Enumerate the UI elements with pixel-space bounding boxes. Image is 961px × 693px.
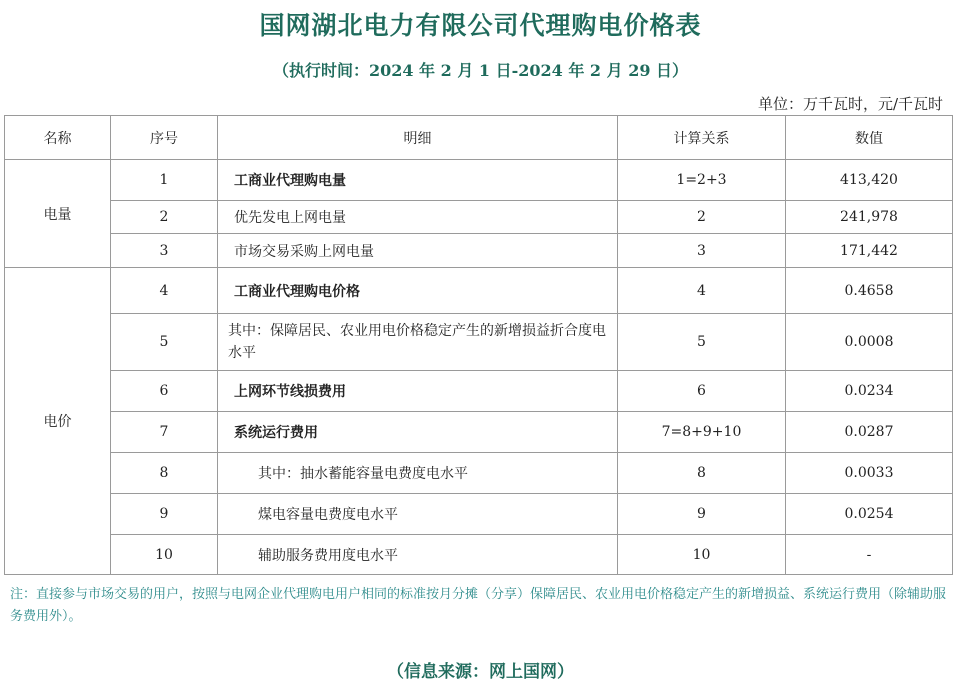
row-value: - <box>786 535 953 575</box>
column-header-no: 序号 <box>111 116 218 160</box>
table-row <box>5 494 953 535</box>
row-detail: 优先发电上网电量 <box>218 201 618 234</box>
table-row <box>5 453 953 494</box>
row-calc: 10 <box>618 535 786 575</box>
row-value: 0.0008 <box>786 314 953 371</box>
row-value: 0.0287 <box>786 412 953 453</box>
table-row <box>5 371 953 412</box>
row-detail: 工商业代理购电价格 <box>218 268 618 314</box>
row-calc: 9 <box>618 494 786 535</box>
row-value: 171,442 <box>786 234 953 268</box>
row-value: 0.0254 <box>786 494 953 535</box>
source-label: （信息来源：网上国网） <box>387 662 574 682</box>
table-row <box>5 160 953 201</box>
group-label-quantity: 电量 <box>5 160 111 268</box>
row-calc: 5 <box>618 314 786 371</box>
unit-label: 单位：万千瓦时，元/千瓦时 <box>757 95 943 113</box>
table-row <box>5 268 953 314</box>
row-detail: 其中：保障居民、农业用电价格稳定产生的新增损益折合度电水平 <box>218 314 618 371</box>
row-detail: 煤电容量电费度电水平 <box>218 494 618 535</box>
row-no: 7 <box>111 412 218 453</box>
table-row <box>5 535 953 575</box>
group-label-price: 电价 <box>5 268 111 575</box>
row-no: 8 <box>111 453 218 494</box>
effective-period: （执行时间：2024 年 2 月 1 日-2024 年 2 月 29 日） <box>272 61 689 80</box>
row-no: 6 <box>111 371 218 412</box>
column-header-name: 名称 <box>5 116 111 160</box>
row-detail: 市场交易采购上网电量 <box>218 234 618 268</box>
row-no: 5 <box>111 314 218 371</box>
row-calc: 4 <box>618 268 786 314</box>
page-title: 国网湖北电力有限公司代理购电价格表 <box>259 11 702 40</box>
row-calc: 8 <box>618 453 786 494</box>
row-detail: 工商业代理购电量 <box>218 160 618 201</box>
row-detail: 其中：抽水蓄能容量电费度电水平 <box>218 453 618 494</box>
table-row <box>5 234 953 268</box>
row-calc: 7=8+9+10 <box>618 412 786 453</box>
row-detail: 上网环节线损费用 <box>218 371 618 412</box>
row-value: 241,978 <box>786 201 953 234</box>
table-header-row <box>5 116 953 160</box>
row-calc: 3 <box>618 234 786 268</box>
row-value: 0.0234 <box>786 371 953 412</box>
row-calc: 1=2+3 <box>618 160 786 201</box>
footnote: 注：直接参与市场交易的用户，按照与电网企业代理购电用户相同的标准按月分摊（分享）保障居民、农业用电价格稳定产生的新增损益、系统运行费用（除辅助服务费用外）。 <box>10 587 947 624</box>
row-no: 1 <box>111 160 218 201</box>
row-no: 3 <box>111 234 218 268</box>
column-header-detail: 明细 <box>218 116 618 160</box>
row-calc: 6 <box>618 371 786 412</box>
row-no: 9 <box>111 494 218 535</box>
row-value: 0.0033 <box>786 453 953 494</box>
price-table <box>4 115 953 575</box>
table-row <box>5 412 953 453</box>
row-calc: 2 <box>618 201 786 234</box>
row-no: 2 <box>111 201 218 234</box>
table-row <box>5 201 953 234</box>
row-detail: 系统运行费用 <box>218 412 618 453</box>
row-no: 10 <box>111 535 218 575</box>
column-header-value: 数值 <box>786 116 953 160</box>
column-header-calc: 计算关系 <box>618 116 786 160</box>
row-value: 0.4658 <box>786 268 953 314</box>
row-no: 4 <box>111 268 218 314</box>
table-row <box>5 314 953 371</box>
row-detail: 辅助服务费用度电水平 <box>218 535 618 575</box>
row-value: 413,420 <box>786 160 953 201</box>
